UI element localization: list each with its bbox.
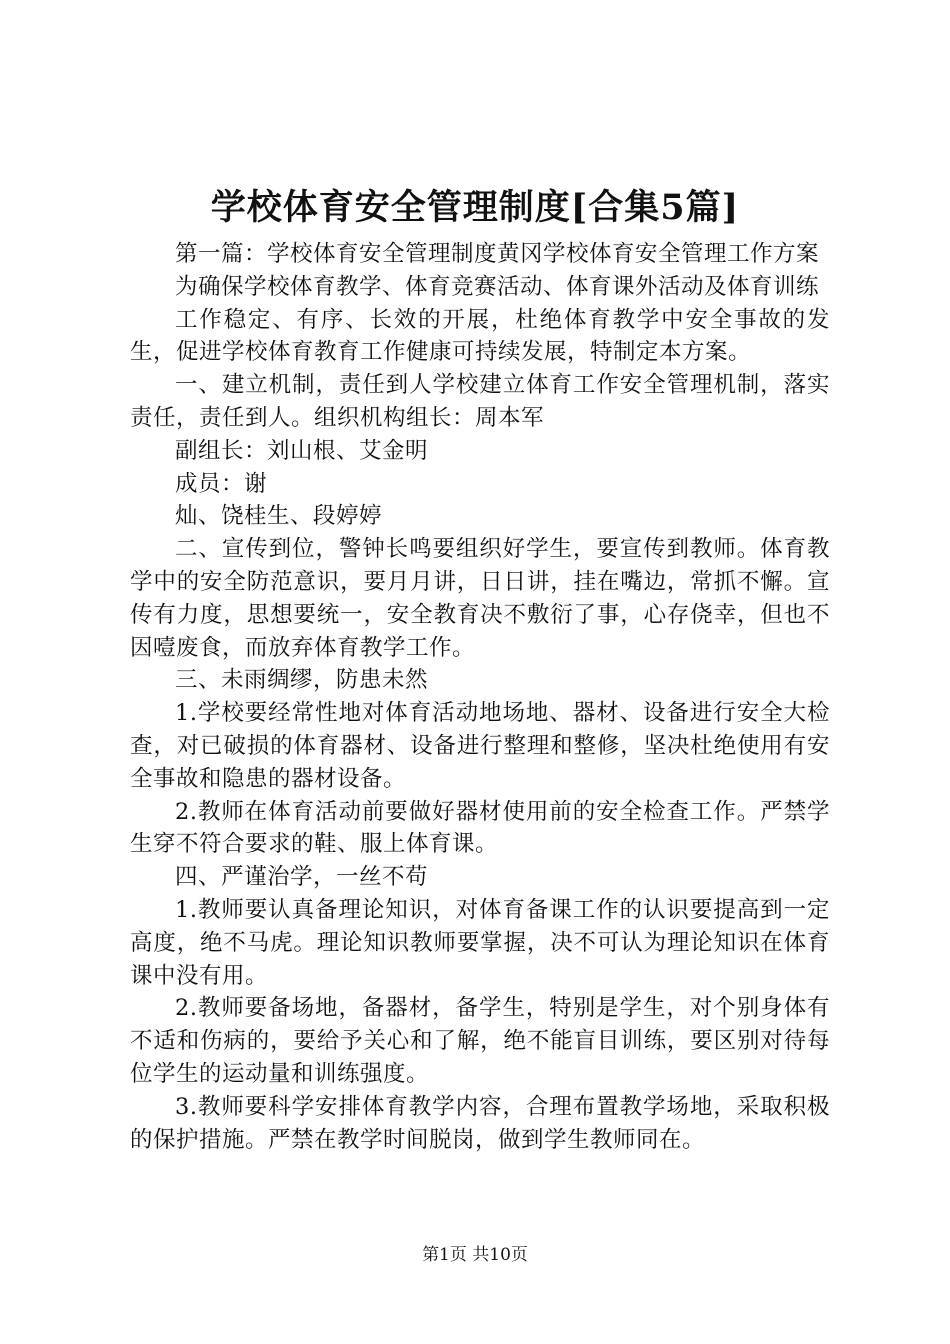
paragraph: 三、未雨绸缪，防患未然 (175, 667, 429, 694)
paragraph: 第一篇：学校体育安全管理制度黄冈学校体育安全管理工作方案 (175, 241, 820, 267)
paragraph: 副组长：刘山根、艾金明 (175, 437, 429, 464)
paragraph: 1.教师要认真备理论知识，对体育备课工作的认识要提高到一定高度，绝不马虎。理论知识教师要掌握，决不可认为理论知识在体育课中没有用。 (130, 896, 830, 989)
paragraph: 2.教师要备场地，备器材，备学生，特别是学生，对个别身体有不适和伤病的，要给予关心和了解，绝不能盲目训练，要区别对待每位学生的运动量和训练强度。 (130, 995, 830, 1087)
paragraph: 工作稳定、有序、长效的开展，杜绝体育教学中安全事故的发生，促进学校体育教育工作健康可持续发展，特制定本方案。 (130, 306, 830, 366)
paragraph: 1.学校要经常性地对体育活动地场地、器材、设备进行安全大检查，对已破损的体育器材、设备进行整理和整修，坚决杜绝使用有安全事故和隐患的器材设备。 (130, 700, 830, 792)
paragraph: 成员：谢 (175, 470, 268, 497)
paragraph: 2.教师在体育活动前要做好器材使用前的安全检查工作。严禁学生穿不符合要求的鞋、服上体育课。 (130, 798, 830, 858)
paragraph: 一、建立机制，责任到人学校建立体育工作安全管理机制，落实责任，责任到人。组织机构组长：周本军 (130, 372, 830, 431)
paragraph: 3.教师要科学安排体育教学内容，合理布置教学场地，采取积极的保护措施。严禁在教学时间脱岗，做到学生教师同在。 (130, 1093, 830, 1153)
document-title: 学校体育安全管理制度[合集5篇] (210, 187, 740, 228)
paragraph: 四、严谨治学，一丝不苟 (175, 864, 429, 891)
page-number-footer: 第1页 共10页 (422, 1245, 528, 1265)
paragraph: 灿、饶桂生、段婷婷 (175, 503, 383, 530)
paragraph: 二、宣传到位，警钟长鸣要组织好学生，要宣传到教师。体育教学中的安全防范意识，要月月讲，日日讲，挂在嘴边，常抓不懈。宣传有力度，思想要统一，安全教育决不敷衍了事，心存侥幸，但也不因噎废食，而放弃体育教学工作。 (130, 536, 830, 661)
paragraph: 为确保学校体育教学、体育竞赛活动、体育课外活动及体育训练 (175, 273, 820, 300)
document-body (130, 238, 830, 1156)
